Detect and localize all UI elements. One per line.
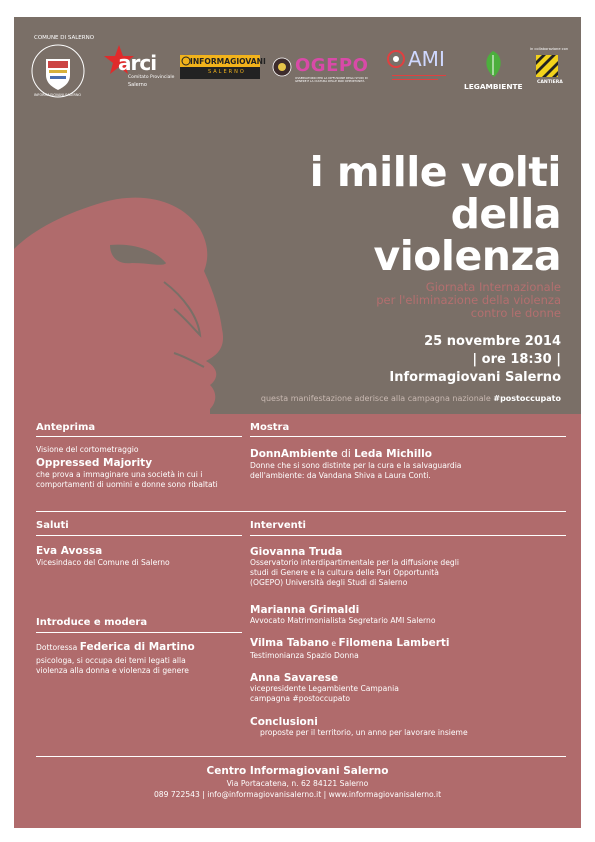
anteprima-heading: Anteprima (36, 422, 96, 433)
hazard-stripes-icon (536, 55, 558, 77)
interventi-heading: Interventi (250, 520, 306, 531)
introduce-prefix: Dottoressa (36, 643, 80, 652)
divider-full-1 (36, 511, 566, 512)
mostra-desc-2: dell'ambiente: da Vandana Shiva a Laura Conti. (250, 471, 431, 480)
event-time: | ore 18:30 | (472, 352, 561, 367)
footer-contacts: 089 722543 | info@informagiovanisalerno.it | www.informagiovanisalerno.it (153, 790, 442, 799)
informa-sub: SALERNO (208, 69, 246, 75)
divider-left-2 (36, 535, 242, 536)
poster (14, 17, 581, 828)
smile-icon (181, 56, 191, 66)
divider-right-1 (250, 436, 566, 437)
anteprima-desc-2: comportamenti di uomini e donne sono ribaltati (36, 480, 218, 489)
divider-left-3 (36, 632, 242, 633)
ami-logo (386, 47, 448, 91)
mostra-line (250, 448, 432, 461)
introduce-desc-1: psicologa, si occupa dei temi legati alla (36, 656, 186, 665)
comune-logo (30, 35, 95, 101)
anteprima-intro: Visione del cortometraggio (36, 445, 139, 454)
introduce-desc-2: violenza alla donna e violenza di genere (36, 666, 189, 675)
mostra-desc-1: Donne che si sono distinte per la cura e la salvaguardia (250, 461, 462, 470)
introduce-line (36, 642, 195, 653)
conclusioni-heading: Conclusioni (250, 716, 318, 728)
informagiovani-logo (180, 55, 266, 79)
saluti-name: Eva Avossa (36, 545, 103, 557)
ami-symbol-icon (386, 49, 406, 69)
campaign-note (261, 394, 561, 403)
mostra-mid: di (337, 448, 355, 460)
divider-footer (36, 756, 566, 757)
truda-line-1: Osservatorio interdipartimentale per la diffusione degli (250, 558, 459, 567)
campaign-tag: #postoccupato (493, 394, 561, 403)
conclusioni-text: proposte per il territorio, un anno per lavorare insieme (260, 728, 468, 737)
lamberti-name: Filomena Lamberti (338, 637, 450, 649)
mostra-heading: Mostra (250, 422, 290, 433)
event-place: Informagiovani Salerno (389, 370, 561, 385)
comune-top-text: COMUNE DI SALERNO (34, 35, 95, 41)
footer-name: Centro Informagiovani Salerno (206, 765, 389, 777)
comune-bottom-text: INFORMAGIOVANI SALERNO (34, 93, 82, 97)
savarese-line-2: campagna #postoccupato (250, 694, 351, 703)
grimaldi-role: Avvocato Matrimonialista Segretario AMI Salerno (250, 616, 436, 625)
university-seal-icon (272, 57, 292, 77)
arci-sub2: Salerno (128, 82, 147, 88)
arci-sub1: Comitato Provinciale (128, 75, 175, 80)
savarese-line-1: vicepresidente Legambiente Campania (250, 684, 399, 693)
divider-left-1 (36, 436, 242, 437)
crest-icon (30, 35, 86, 101)
saluti-role: Vicesindaco del Comune di Salerno (36, 558, 170, 567)
cantiera-name: CANTIERA (537, 80, 563, 85)
arci-name: arci (118, 51, 157, 75)
tabano-name: Vilma Tabano (250, 637, 330, 649)
mostra-name: DonnAmbiente (250, 448, 338, 460)
title-line-2: della (450, 190, 561, 238)
subtitle-line-1: Giornata Internazionale (425, 280, 561, 294)
grimaldi-name: Marianna Grimaldi (250, 604, 360, 616)
savarese-name: Anna Savarese (250, 672, 339, 684)
ogepo-name: OGEPO (295, 55, 369, 76)
anteprima-desc-1: che prova a immaginare una società in cui i (36, 470, 203, 479)
ami-name: AMI (408, 47, 445, 71)
ogepo-logo (272, 55, 378, 91)
subtitle-line-2: per l'eliminazione della violenza (376, 293, 561, 307)
tabano-line (250, 638, 450, 649)
divider-right-2 (250, 535, 566, 536)
tabano-role: Testimonianza Spazio Donna (250, 651, 359, 660)
leaf-icon (480, 49, 506, 79)
introduce-heading: Introduce e modera (36, 617, 148, 628)
subtitle (376, 281, 561, 320)
title-line-3: violenza (373, 232, 561, 280)
ogepo-sub: OSSERVATORIO PER LA DIFFUSIONE DEGLI STUDI DI GENERE E LA CULTURA DELLE PARI OPPORTUNITÀ (295, 76, 368, 84)
event-date: 25 novembre 2014 (424, 334, 561, 349)
subtitle-line-3: contro le donne (470, 306, 561, 320)
tabano-and: e (329, 639, 339, 648)
campaign-text: questa manifestazione aderisce alla campagna nazionale (260, 394, 491, 403)
cantiera-top: in collaborazione con (530, 47, 569, 51)
introduce-name: Federica di Martino (79, 641, 195, 653)
anteprima-film: Oppressed Majority (36, 457, 153, 469)
logos-row (14, 17, 581, 107)
saluti-heading: Saluti (36, 520, 69, 531)
informa-name: INFORMAGIOVANI (190, 57, 266, 66)
legambiente-name: LEGAMBIENTE (464, 82, 523, 91)
truda-line-2: studi di Genere e la cultura delle Pari Opportunità (250, 568, 439, 577)
cantiera-logo (528, 47, 578, 93)
arci-logo (104, 45, 174, 93)
footer-address: Via Portacatena, n. 62 84121 Salerno (226, 779, 369, 788)
truda-line-3: (OGEPO) Università degli Studi di Salerno (250, 578, 408, 587)
truda-name: Giovanna Truda (250, 546, 343, 558)
event-info (389, 333, 561, 387)
title-line-1: i mille volti (309, 148, 561, 196)
mostra-author: Leda Michillo (354, 448, 432, 460)
legambiente-logo (460, 49, 526, 95)
